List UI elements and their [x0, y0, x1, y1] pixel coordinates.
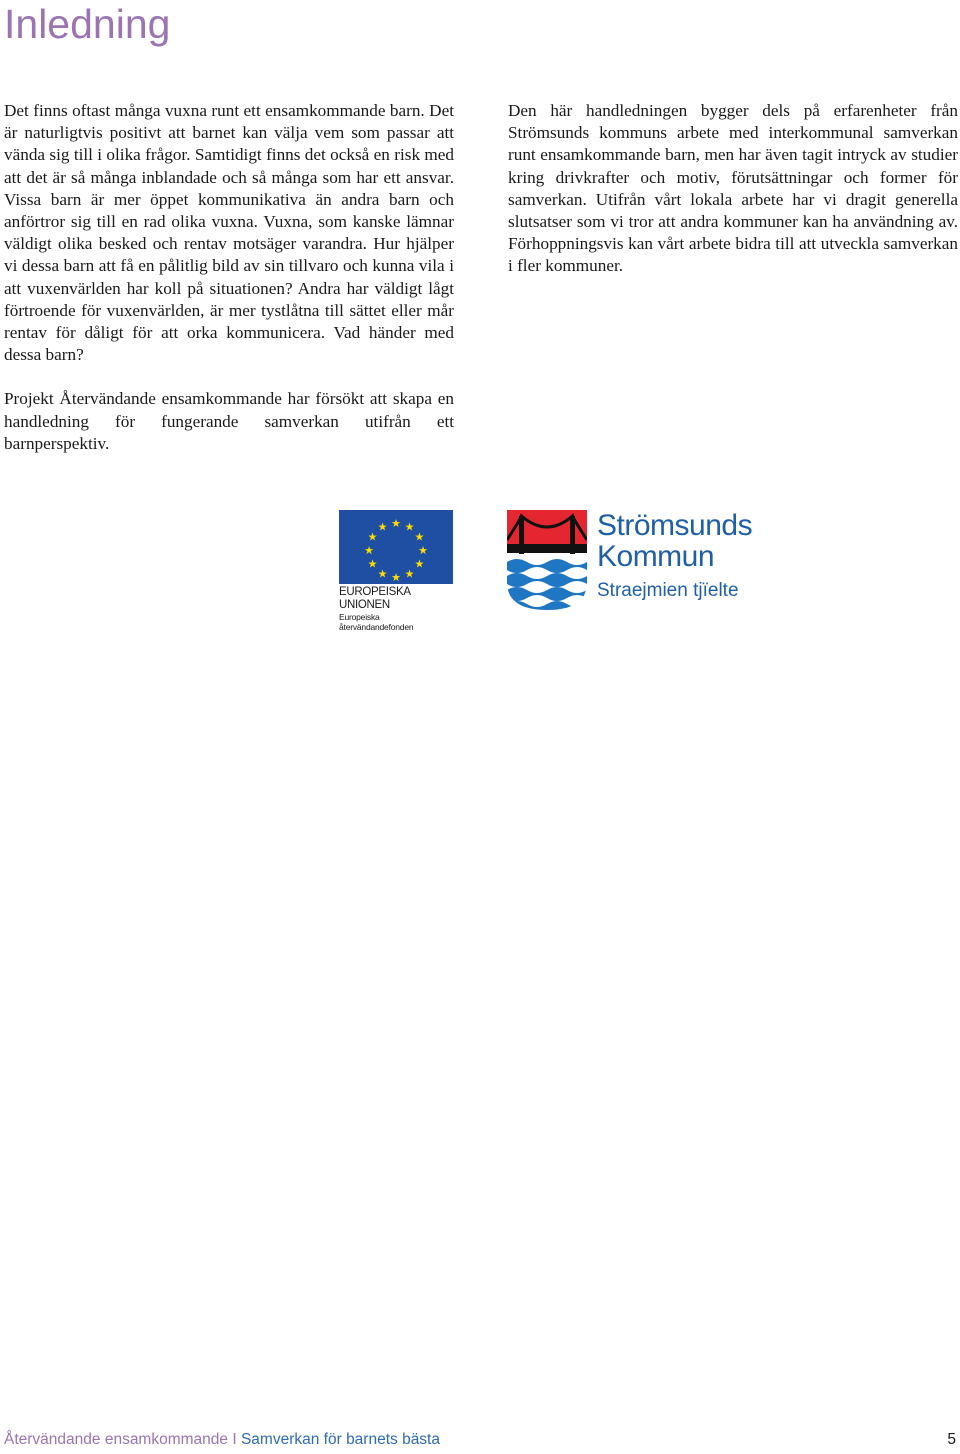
left-column [4, 100, 454, 477]
svg-text:★: ★ [391, 517, 401, 530]
footer [4, 1430, 440, 1450]
footer-separator: I [232, 1431, 237, 1448]
kommun-logo-text [597, 510, 752, 604]
kommun-name-line2: Kommun [597, 540, 715, 573]
footer-document-title: Samverkan för barnets bästa [240, 1431, 440, 1448]
svg-text:★: ★ [364, 544, 374, 557]
paragraph: Det finns oftast många vuxna runt ett ensamkommande barn. Det är naturligtvis positivt att barnet kan välja vem som passar att vända sig till i olika frågor. Samtidigt finns det också en risk med att det är så många inblandade och så många som har ett ansvar. Vissa barn är mer öppet kommunikativa än andra barn och anförtror sig till en rad olika vuxna. Vuxna, som kanske lämnar väldigt olika besked och rentav motsäger varandra. Hur hjälper vi dessa barn att få en pålitlig bild av sin tillvaro och kunna vila i att vuxenvärlden har koll på situationen? Andra har väldigt lågt förtroende för vuxenvärlden, är mer tystlåtna till sättet eller mår rentav för dåligt för att orka kommunicera. Vad händer med dessa barn? [4, 101, 454, 365]
svg-text:★: ★ [367, 530, 378, 544]
svg-text:★: ★ [377, 520, 388, 534]
kommun-emblem-icon [507, 510, 587, 610]
eu-flag-icon [339, 510, 453, 584]
paragraph: Den här handledningen bygger dels på erfarenheter från Strömsunds kommuns arbete med interkommunal samverkan runt ensamkommande barn, men har även tagit intryck av studier kring drivkrafter och motiv, förutsättningar och former för samverkan. Utifrån vårt lokala arbete har vi dragit generella slutsatser som vi tror att andra kommuner kan ha användning av. Förhoppningsvis kan vårt arbete bidra till att utveckla samverkan i fler kommuner. [508, 101, 958, 276]
kommun-name-line1: Strömsunds [597, 509, 753, 542]
footer-project-title: Återvändande ensamkommande [4, 1431, 229, 1448]
svg-text:★: ★ [367, 557, 378, 571]
svg-text:★: ★ [414, 530, 425, 544]
svg-text:★: ★ [377, 567, 388, 581]
right-column [508, 100, 958, 300]
eu-logo [339, 510, 453, 632]
paragraph: Projekt Återvändande ensamkommande har försökt att skapa en handledning för fungerande samverkan utifrån ett barnperspektiv. [4, 389, 454, 453]
eu-logo-label: EUROPEISKA UNIONEN [339, 586, 411, 611]
svg-text:★: ★ [404, 520, 415, 534]
eu-logo-sublabel: Europeiska återvändandefonden [339, 612, 414, 632]
page-heading: Inledning [4, 1, 171, 47]
kommun-subtitle: Straejmien tjïelte [597, 580, 739, 601]
svg-text:★: ★ [418, 544, 428, 557]
svg-text:★: ★ [414, 557, 425, 571]
page-number: 5 [947, 1431, 956, 1448]
svg-text:★: ★ [404, 567, 415, 581]
svg-text:★: ★ [391, 571, 401, 584]
